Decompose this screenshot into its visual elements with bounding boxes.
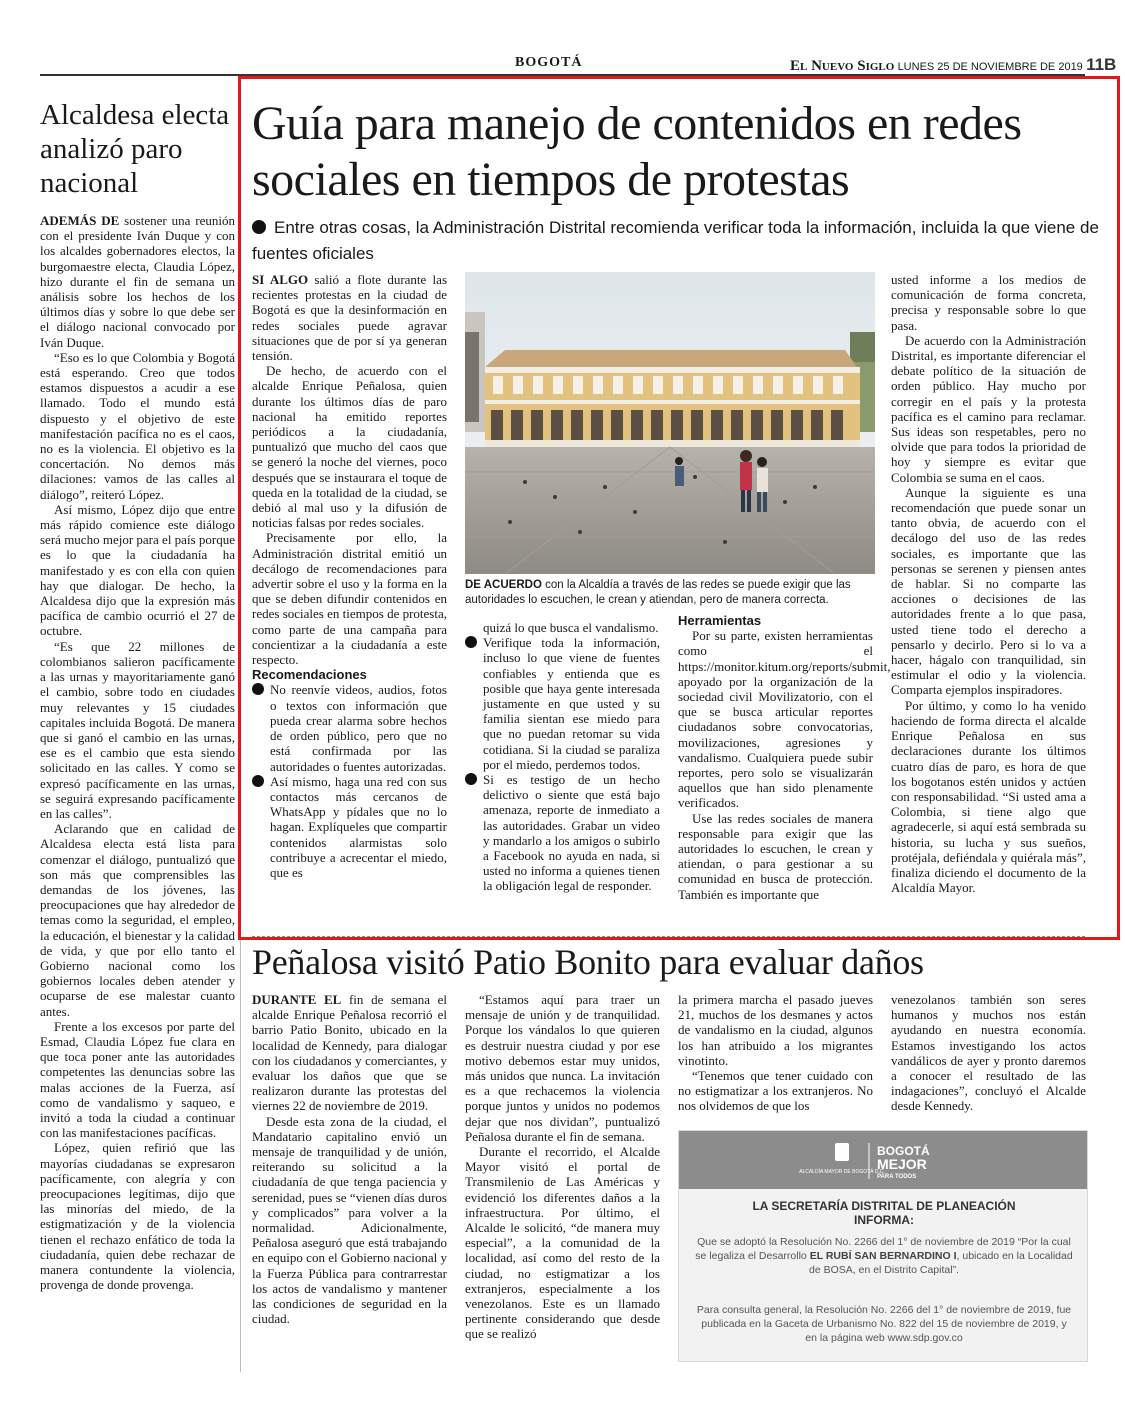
bullet-text: Verifique toda la información, incluso lo que viene de fuentes confiables y entienda que es posible que haya gente interesada justamente en que usted y su familia sientan ese miedo para que no puedan retomar su vida cotidiana. Si la ciudad se paraliza por el miedo, perdemos todos. (483, 635, 660, 772)
paragraph: “Tenemos que tener cuidado con no estigmatizar a los extranjeros. No nos olvidemos de que los (678, 1068, 873, 1114)
main-column-3 (678, 613, 891, 928)
ad-body-1 (695, 1235, 1073, 1277)
ad-title (699, 1199, 1069, 1227)
paragraph: la primera marcha el pasado jueves 21, muchos de los desmanes y actos de vandalismo en la ciudad, algunos los han atribuido a los migrantes vinotinto. (678, 992, 873, 1068)
bullet-icon (252, 220, 266, 234)
paragraph: Por su parte, existen herramientas como el https://monitor.kitum.org/reports/submit, apoyado por la organización de la sociedad civil Movilizatorio, con el que se busca articular reportes ciudadanos sobre convocatorias, movilizaciones, agresiones y vandalismo. Cualquiera puede subir reportes, pero solo se visualizarán aquellos que han sido plenamente verificados. (678, 628, 891, 811)
bullet-icon (252, 775, 264, 787)
main-deck (252, 215, 1112, 267)
paragraph: Aclarando que en calidad de Alcaldesa electa está lista para comenzar el diálogo, puntualizó que son más que comprensibles las demandas de los jóvenes, las preocupaciones que hay alrededor de temas como la seguridad, el empleo, la educación, el bienestar y la calidad de vida, y que por ello tanto el Gobierno nacional como los gobiernos locales deben atender y ocuparse de ese malestar cuanto antes. (40, 821, 235, 1019)
ad-text: , ubicado en la Localidad de BOSA, en el Distrito Capital”. (809, 1250, 1073, 1276)
paragraph: “Estamos aquí para traer un mensaje de unión y de tranquilidad. Porque los vándalos lo que quieren es destruir nuestra ciudad y por ese motivo debemos estar muy unidos, más unidos que nunca. La invitación es a que rechacemos la violencia porque juntos y unidos no podemos dejar que nos dividan”, puntualizó Peñalosa durante el fin de semana. (465, 992, 660, 1144)
bullet-icon (465, 636, 477, 648)
page-number: 11B (1086, 55, 1117, 74)
paragraph: salió a flote durante las recientes protestas en la ciudad de Bogotá es que la desinformación en redes sociales puede agravar situaciones que de por sí ya generan tensión. (252, 272, 447, 364)
bullet-icon (465, 773, 477, 785)
paragraph: “Es que 22 millones de colombianos salieron pacíficamente a las urnas y mayoritariamente ganó el cambio, sobre todo en ciudades muy relevantes y 15 ciudades capitales incluida Bogotá. De manera que si ganó el cambio en las urnas, ese es el cambio que esta siendo solicitado en las calles. Y como se expresó pacíficamente en las urnas, se seguirá expresando pacíficamente en las calles”. (40, 638, 235, 821)
newspaper-brand: El Nuevo Siglo (790, 58, 895, 74)
plaza-photo (465, 272, 875, 574)
photo-caption (465, 578, 875, 608)
paragraph: Durante el recorrido, el Alcalde Mayor visitó el portal de Transmilenio de Las Américas y evidenció los diferentes daños a la infraestructura. Por último, el Alcalde le solicitó, “de manera muy especial”, a la comunidad de la localidad, así como del resto de la ciudad, no estigmatizar a los extranjeros, especialmente a los venezolanos. Este es un llamado pertinente considerando que desde que se realizó (465, 1144, 660, 1342)
paragraph: usted informe a los medios de comunicación de forma concreta, precisa y responsable sobre lo que pasa. (891, 272, 1086, 333)
ad-title-line-2: INFORMA: (854, 1213, 914, 1227)
bullet-text: Si es testigo de un hecho delictivo o siente que está bajo amenaza, reporte de inmediato a las autoridades. Grabar un video y mandarlo a los amigos o subirlo a Facebook no ayuda en nada, si usted no informa a quienes tienen la obligación legal de responder. (483, 772, 660, 894)
paragraph: sostener una reunión con el presidente Iván Duque y con los alcaldes gobernadores electos, la burgomaestre electa, Claudia López, hizo durante el fin de semana un análisis sobre los hechos de los últimos días y sobre lo que debe ser el diálogo nacional convocado por Iván Duque. (40, 213, 235, 350)
section-divider (252, 936, 1085, 937)
planning-notice-ad (678, 1130, 1088, 1362)
lead-in: SI ALGO (252, 272, 309, 287)
ad-text: Que se adoptó la Resolución No. 2266 del 1° de noviembre de 2019 “Por la cual se legaliza el Desarrollo (695, 1236, 1071, 1262)
section-label: BOGOTÁ (515, 55, 583, 70)
paragraph: Así mismo, López dijo que entre más rápido comience este diálogo será mucho mejor para el país porque es lo que la ciudadanía ha manifestado y es con ella con quien hay que dialogar. De hecho, la Alcaldesa dijo que la expresión más pacífica de cambio ocurrió el 27 de octubre. (40, 501, 235, 639)
bullet-item (465, 772, 660, 894)
bullet-item (465, 635, 660, 772)
second-column-2 (465, 992, 660, 1372)
logo-right-line-3: PARA TODOS (877, 1174, 917, 1180)
paragraph: De acuerdo con la Administración Distrital, es importante diferenciar el debate político de la situación de orden público. Hay mucho por corregir en el país y la protesta pacífica es el camino para reclamar. Sus ideas son respetables, pero no olvide que para todos la prioridad de hoy y siempre es evitar que Colombia se suma en el caos. (891, 332, 1086, 485)
second-headline: Peñalosa visitó Patio Bonito para evaluar daños (252, 942, 924, 982)
main-headline: Guía para manejo de contenidos en redes sociales en tiempos de protestas (252, 97, 1022, 206)
person-figure (675, 457, 684, 486)
side-story-body (40, 213, 235, 1373)
paragraph: “Eso es lo que Colombia y Bogotá está esperando. Creo que todos estamos dispuestos a acudir a ese llamado. Todo el mundo está dispuesto y el objetivo de este manifestación pacífica no es el caos, no es la violencia. El objetivo es la concertación. No demos más dilaciones: vamos de las calles al diálogo”, reiteró López. (40, 349, 235, 502)
main-column-1 (252, 272, 447, 927)
bullet-item (252, 774, 447, 880)
caption-text: con la Alcaldía a través de las redes se puede exigir que las autoridades lo escuchen, le crean y atiendan, pero de manera correcta. (465, 579, 851, 606)
paragraph: venezolanos también son seres humanos y muchos nos están ayudando en nuestra economía. Estamos investigando los actos vandálicos de ayer y pronto daremos a conocer el resultado de las indagaciones”, concluyó el Alcalde desde Kennedy. (891, 992, 1086, 1114)
paragraph: Aunque la siguiente es una recomendación que puede sonar un tanto obvia, de acuerdo con el decálogo del uso de las redes sociales, es importante que las personas se serenen y piensen antes de hablar. Si no comparte las acciones o decisiones de las autoridades frente a lo que pasa, usted tiene todo el derecho a pensarlo y decirlo. Pero si lo va a hacer, hágalo con tranquilidad, sin estimular el odio y la violencia. Comparta ejemplos inspiradores. (891, 484, 1086, 698)
lead-in: ADEMÁS DE (40, 213, 120, 228)
second-column-4 (891, 992, 1086, 1122)
bullet-item (252, 682, 447, 773)
photo-illustration (465, 272, 875, 574)
deck-text: Entre otras cosas, la Administración Distrital recomienda verificar toda la información, incluida la que viene de fuentes oficiales (252, 218, 1099, 263)
side-story-title: Alcaldesa electa analizó paro nacional (40, 99, 230, 199)
bullet-text: Así mismo, haga una red con sus contactos más cercanos de WhatsApp y pídales que no lo hagan. Explíqueles que compartir contenidos alarmistas solo contribuye a acrecentar el miedo, que es (270, 773, 447, 880)
bullet-icon (252, 683, 264, 695)
ad-body-2: Para consulta general, la Resolución No. 2266 del 1° de noviembre de 2019, fue publicada en la Gaceta de Urbanismo No. 822 del 15 de noviembre de 2019, y en la página web www.sdp.gov.co (696, 1304, 1072, 1344)
paragraph: Frente a los excesos por parte del Esmad, Claudia López fue clara en que toca poner ante las autoridades competentes las denuncias sobre las malas acciones de la Fuerza, así como de vandalismo y saqueo, e invitó a toda la ciudad a continuar con las manifestaciones pacíficas. (40, 1018, 235, 1141)
bullet-text: No reenvíe videos, audios, fotos o textos con información que pueda crear alarma sobre hechos de orden público, pero que no está confirmada por las autoridades o fuentes autorizadas. (270, 682, 447, 774)
ad-logos (799, 1139, 949, 1183)
masthead (790, 55, 1116, 75)
paragraph: López, quien refirió que las mayorías ciudadanas se expresaron pacíficamente, con alegría y con preocupaciones legítimas, dijo que las minorías del miedo, de la estigmatización y de la violencia tienen el rechazo enfático de toda la ciudadanía, quien debe rechazar de manera contundente la violencia, provenga de donde provenga. (40, 1140, 235, 1293)
second-column-1 (252, 992, 447, 1372)
bogota-logo-icon (799, 1139, 949, 1183)
logo-right-line-1: BOGOTÁ (877, 1144, 930, 1158)
paragraph: Desde esta zona de la ciudad, el Mandatario capitalino envió un mensaje de tranquilidad y de unión, reiterando su solicitud a la ciudadanía de que tenga paciencia y serenidad, pues se “vienen días duros y complicados” para volver a la normalidad. Adicionalmente, Peñalosa aseguró que está trabajando en equipo con el Gobierno nacional y la Fuerza Pública para contrarrestar los actos de vandalismo y mantener las condiciones de seguridad en la ciudad. (252, 1113, 447, 1327)
caption-lead-in: DE ACUERDO (465, 579, 542, 591)
paragraph: fin de semana el alcalde Enrique Peñalosa recorrió el barrio Patio Bonito, ubicado en la localidad de Kennedy, para dialogar con los ciudadanos y comerciantes, y evaluar los daños que que se realizaron durante las protestas del viernes 22 de noviembre de 2019. (252, 992, 448, 1114)
logo-left-text: ALCALDÍA MAYOR DE BOGOTÁ D.C. (799, 1169, 885, 1175)
second-column-3 (678, 992, 873, 1122)
subhead-herramientas: Herramientas (678, 613, 762, 628)
subhead-recomendaciones: Recomendaciones (252, 667, 367, 683)
lead-in: DURANTE EL (252, 992, 342, 1007)
main-column-2 (465, 620, 660, 930)
logo-right-line-2: MEJOR (877, 1156, 927, 1172)
paragraph: quizá lo que busca el vandalismo. (483, 620, 659, 635)
paragraph: Use las redes sociales de manera responsable para exigir que las autoridades lo escuchen, le crean y atiendan, o para gestionar a su comunidad en busca de protección. También es importante que (678, 810, 873, 902)
ad-title-line-1: LA SECRETARÍA DISTRITAL DE PLANEACIÓN (752, 1199, 1016, 1213)
main-column-4 (891, 272, 1086, 932)
ad-highlight: EL RUBÍ SAN BERNARDINO I (809, 1250, 957, 1262)
paragraph: De hecho, de acuerdo con el alcalde Enrique Peñalosa, quien durante los últimos días de paro nacional ha emitido reportes periódicos a la ciudadanía, puntualizó que mucho del caos que se generó la noche del viernes, poco después que se instaurara el toque de queda en la totalidad de la ciudad, se debió al mal uso y la difusión de noticias falsas por redes sociales. (252, 363, 447, 531)
paragraph: Precisamente por ello, la Administración distrital emitió un decálogo de recomendaciones para advertir sobre el uso y la forma en la que se deben difundir contenidos en redes sociales en tiempos de protesta, como parte de una campaña para concientizar a la ciudadanía a este respecto. (252, 530, 447, 668)
paragraph: Por último, y como lo ha venido haciendo de forma directa el alcalde Enrique Peñalosa en sus declaraciones durante los últimos cuatro días de paro, es hora de que los bogotanos estén unidos y actúen con responsabilidad. “Si usted ama a Colombia, si tiene algo que agradecerle, si aquí está sembrada su historia, su lucha y sus sueños, protéjala, defiéndala y quiérala más”, finaliza diciendo el documento de la Alcaldía Mayor. (891, 697, 1086, 896)
issue-date: LUNES 25 DE NOVIEMBRE DE 2019 (897, 61, 1083, 73)
